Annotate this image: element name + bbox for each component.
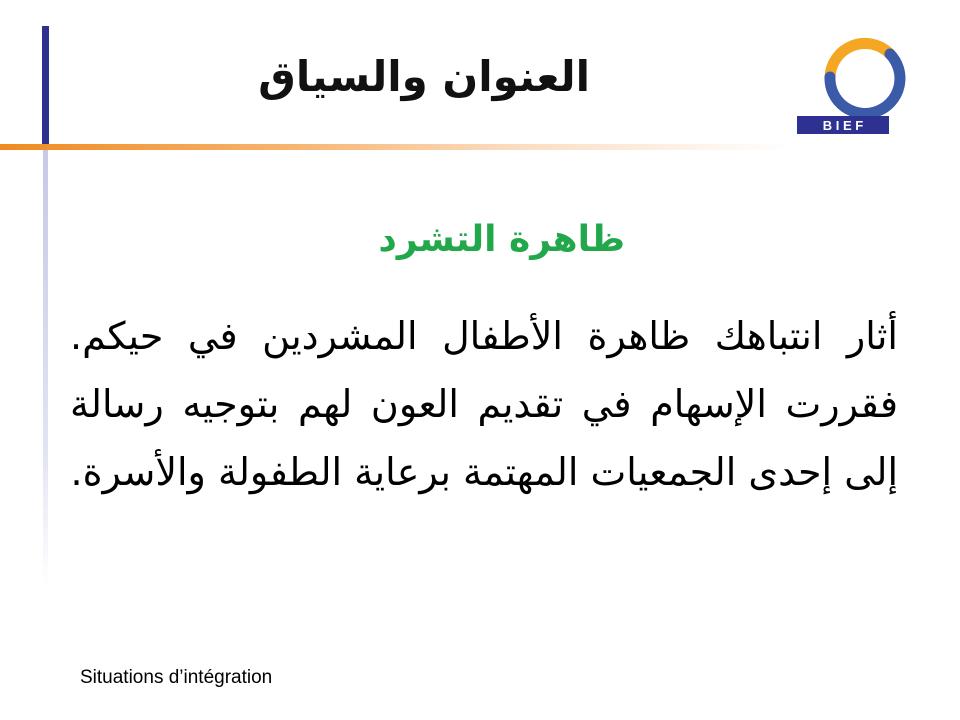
slide-subtitle: ظاهرة التشرد xyxy=(378,219,625,260)
left-accent-bar xyxy=(42,26,49,150)
logo-text: B I E F xyxy=(822,118,864,133)
bief-logo-icon xyxy=(795,30,915,140)
left-accent-line xyxy=(43,150,48,585)
slide-body-text: أثار انتباهك ظاهرة الأطفال المشردين في حيكم. فقررت الإسهام في تقديم العون لهم بتوجيه رسالة إلى إحدى الجمعيات المهتمة برعاية الطفولة والأسرة. xyxy=(70,314,898,494)
bief-logo xyxy=(795,30,915,140)
slide-footer: Situations d’intégration xyxy=(80,667,273,688)
slide-title: العنوان والسياق xyxy=(258,52,590,101)
header-divider xyxy=(0,144,790,150)
